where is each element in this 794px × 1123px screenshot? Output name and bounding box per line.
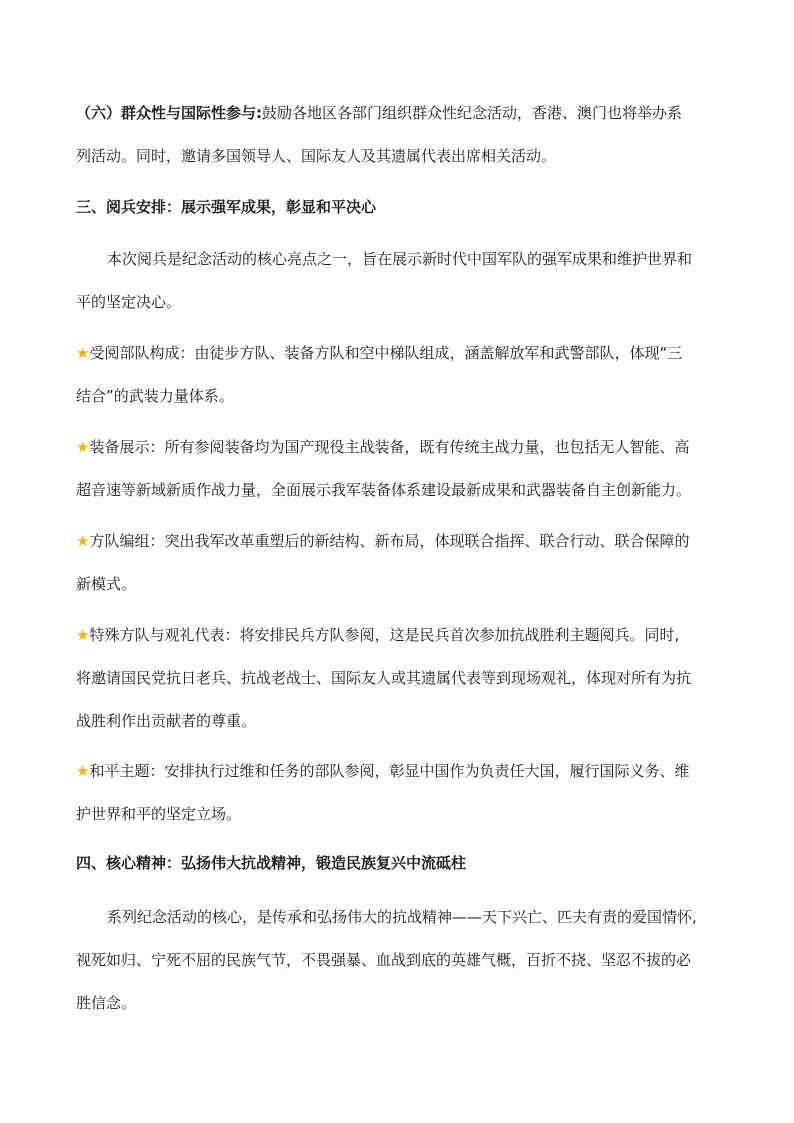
paragraph-line [76, 92, 724, 135]
section-3-heading: 三、阅兵安排：展示强军成果，彰显和平决心 [76, 198, 377, 216]
paragraph-line: 系列纪念活动的核心，是传承和弘扬伟大的抗战精神——天下兴亡、匹夫有责的爱国情怀, [107, 908, 697, 926]
section-3-intro [76, 238, 724, 324]
bullet-text: 特殊方队与观礼代表：将安排民兵方队参阅，这是民兵首次参加抗战胜利主题阅兵。同时, [89, 626, 680, 644]
bullet-item [76, 332, 724, 418]
bullet-text: 受阅部队构成：由徒步方队、装备方队和空中梯队组成，涵盖解放军和武警部队，体现“三 [89, 344, 683, 362]
paragraph-line [76, 750, 724, 793]
star-icon: ★ [76, 344, 90, 362]
paragraph-line [76, 520, 724, 563]
section-4-heading: 四、核心精神：弘扬伟大抗战精神，锻造民族复兴中流砥柱 [76, 854, 467, 872]
section-6-text: 鼓励各地区各部门组织群众性纪念活动，香港、澳门也将举办系 [262, 104, 683, 122]
paragraph-line: 本次阅兵是纪念活动的核心亮点之一，旨在展示新时代中国军队的强军成果和维护世界和 [107, 250, 693, 268]
bullet-text: 方队编组：突出我军改革重塑后的新结构、新布局，体现联合指挥、联合行动、联合保障的 [89, 532, 690, 550]
paragraph-line [76, 614, 724, 657]
star-icon: ★ [76, 438, 90, 456]
star-icon: ★ [76, 626, 90, 644]
paragraph-line: 战胜利作出贡献者的尊重。 [76, 712, 257, 730]
section-4-intro [76, 896, 724, 1025]
bullet-text: 装备展示：所有参阅装备均为国产现役主战装备，既有传统主战力量，也包括无人智能、高 [89, 438, 690, 456]
paragraph-line [76, 426, 724, 469]
paragraph-line: 平的坚定决心。 [76, 293, 182, 311]
paragraph-line: 结合”的武装力量体系。 [76, 387, 234, 405]
paragraph-line: 视死如归、宁死不屈的民族气节，不畏强暴、血战到底的英雄气概，百折不挠、坚忍不拔的必 [76, 951, 692, 969]
paragraph-line: 新模式。 [76, 575, 137, 593]
paragraph-line: 列活动。同时，邀请多国领导人、国际友人及其遗属代表出席相关活动。 [76, 147, 557, 165]
paragraph-line: 胜信念。 [76, 994, 137, 1012]
paragraph-line [76, 332, 724, 375]
star-icon: ★ [76, 762, 90, 780]
paragraph-line: 护世界和平的坚定立场。 [76, 805, 242, 823]
bullet-item [76, 614, 724, 743]
bullet-item [76, 750, 724, 836]
paragraph-line: 将邀请国民党抗日老兵、抗战老战士、国际友人或其遗属代表等到现场观礼，体现对所有为抗 [76, 669, 692, 687]
bullet-item [76, 426, 724, 512]
star-icon: ★ [76, 532, 90, 550]
bullet-item [76, 520, 724, 606]
section-6-paragraph [76, 92, 724, 178]
section-6-lead: （六）群众性与国际性参与: [76, 104, 262, 122]
paragraph-line: 超音速等新域新质作战力量，全面展示我军装备体系建设最新成果和武器装备自主创新能力。 [76, 481, 692, 499]
bullet-text: 和平主题：安排执行过维和任务的部队参阅，彰显中国作为负责任大国，履行国际义务、维 [89, 762, 690, 780]
